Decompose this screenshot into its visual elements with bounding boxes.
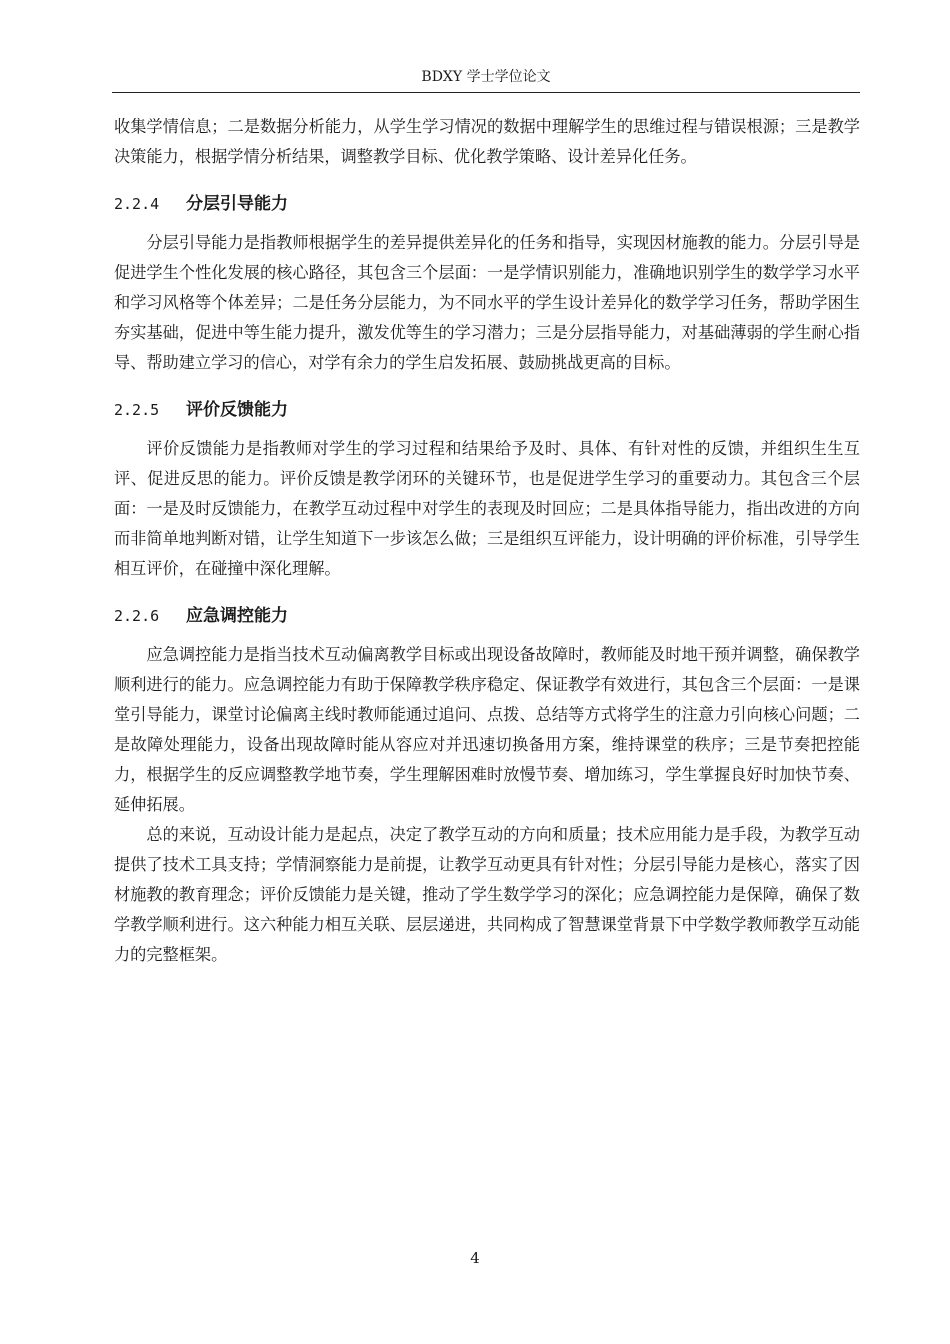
section-heading xyxy=(114,396,860,424)
section-heading xyxy=(114,602,860,630)
body-paragraph: 分层引导能力是指教师根据学生的差异提供差异化的任务和指导，实现因材施教的能力。分层引导是促进学生个性化发展的核心路径，其包含三个层面：一是学情识别能力，准确地识别学生的数学学习水平和学习风格等个体差异；二是任务分层能力，为不同水平的学生设计差异化的数学学习任务，帮助学困生夯实基础，促进中等生能力提升，激发优等生的学习潜力；三是分层指导能力，对基础薄弱的学生耐心指导、帮助建立学习的信心，对学有余力的学生启发拓展、鼓励挑战更高的目标。 xyxy=(114,233,860,372)
section-number: 2.2.4 xyxy=(114,195,160,213)
intro-paragraph: 收集学情信息；二是数据分析能力，从学生学习情况的数据中理解学生的思维过程与错误根源；三是教学决策能力，根据学情分析结果，调整教学目标、优化教学策略、设计差异化任务。 xyxy=(114,117,860,166)
page-number: 4 xyxy=(470,1249,480,1267)
page-footer xyxy=(0,1249,950,1267)
section-title: 分层引导能力 xyxy=(186,194,288,214)
body-paragraph: 评价反馈能力是指教师对学生的学习过程和结果给予及时、具体、有针对性的反馈，并组织生生互评、促进反思的能力。评价反馈是教学闭环的关键环节，也是促进学生学习的重要动力。其包含三个层面：一是及时反馈能力，在教学互动过程中对学生的表现及时回应；二是具体指导能力，指出改进的方向而非简单地判断对错，让学生知道下一步该怎么做；三是组织互评能力，设计明确的评价标准，引导学生相互评价，在碰撞中深化理解。 xyxy=(114,439,860,578)
header-title: BDXY 学士学位论文 xyxy=(421,69,551,85)
running-header xyxy=(112,66,860,93)
body-paragraph: 应急调控能力是指当技术互动偏离教学目标或出现设备故障时，教师能及时地干预并调整，确保教学顺利进行的能力。应急调控能力有助于保障教学秩序稳定、保证教学有效进行，其包含三个层面：一是课堂引导能力，课堂讨论偏离主线时教师能通过追问、点拨、总结等方式将学生的注意力引向核心问题；二是故障处理能力，设备出现故障时能从容应对并迅速切换备用方案，维持课堂的秩序；三是节奏把控能力，根据学生的反应调整教学地节奏，学生理解困难时放慢节奏、增加练习，学生掌握良好时加快节奏、延伸拓展。 xyxy=(114,645,860,814)
summary-paragraph: 总的来说，互动设计能力是起点，决定了教学互动的方向和质量；技术应用能力是手段，为教学互动提供了技术工具支持；学情洞察能力是前提，让教学互动更具有针对性；分层引导能力是核心，落实了因材施教的教育理念；评价反馈能力是关键，推动了学生数学学习的深化；应急调控能力是保障，确保了数学教学顺利进行。这六种能力相互关联、层层递进，共同构成了智慧课堂背景下中学数学教师教学互动能力的完整框架。 xyxy=(114,825,860,964)
section-2-2-4 xyxy=(114,190,860,378)
section-number: 2.2.6 xyxy=(114,607,160,625)
section-2-2-5 xyxy=(114,396,860,584)
section-heading xyxy=(114,190,860,218)
section-title: 评价反馈能力 xyxy=(186,400,288,420)
page-body xyxy=(114,112,860,970)
section-number: 2.2.5 xyxy=(114,401,160,419)
section-2-2-6 xyxy=(114,602,860,970)
section-title: 应急调控能力 xyxy=(186,606,288,626)
